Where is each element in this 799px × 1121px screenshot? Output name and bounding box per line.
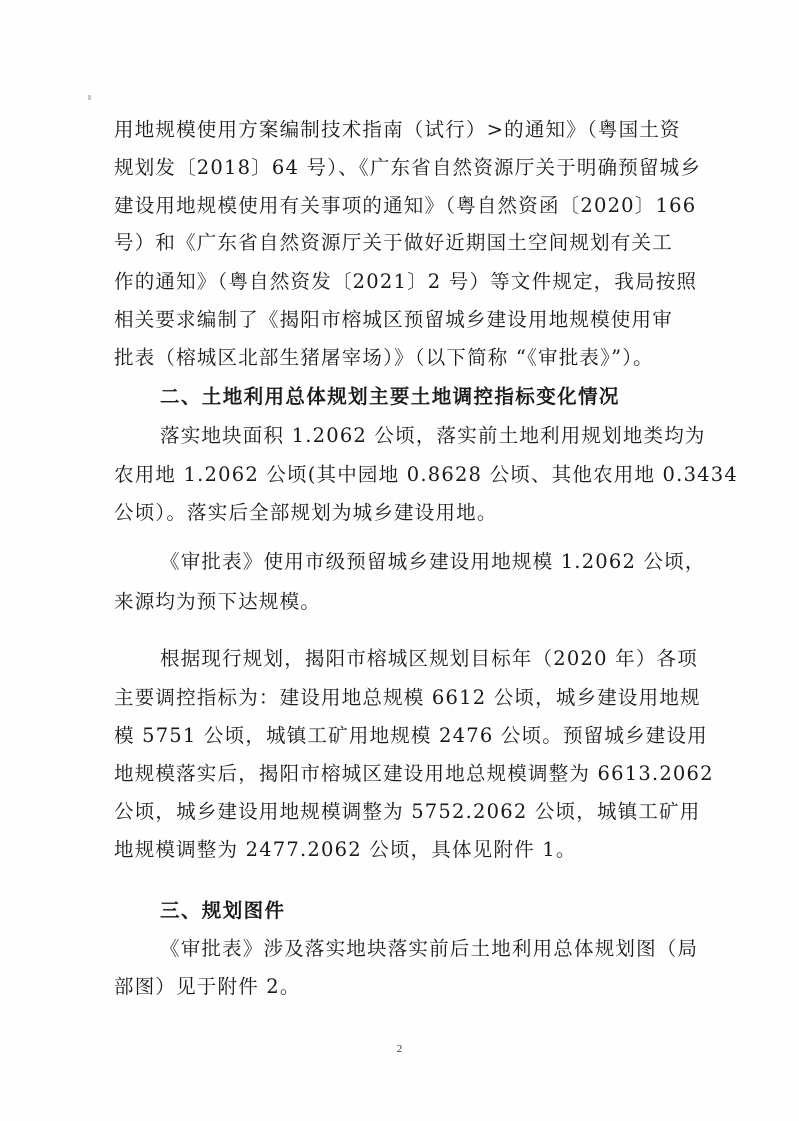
scan-artifact bbox=[88, 95, 91, 100]
text-line: 模 5751 公顷，城镇工矿用地规模 2476 公顷。预留城乡建设用 bbox=[114, 724, 708, 747]
text-line: 建设用地规模使用有关事项的通知》（粤自然资函〔2020〕166 bbox=[114, 194, 697, 217]
text-line: 公顷，城乡建设用地规模调整为 5752.2062 公顷，城镇工矿用 bbox=[114, 800, 701, 823]
text-line: 相关要求编制了《揭阳市榕城区预留城乡建设用地规模使用审 bbox=[114, 308, 673, 331]
text-line: 农用地 1.2062 公顷(其中园地 0.8628 公顷、其他农用地 0.3434 bbox=[114, 463, 738, 486]
text-line: 用地规模使用方案编制技术指南（试行）>的通知》（粤国土资 bbox=[114, 118, 681, 141]
text-line: 作的通知》（粤自然资发〔2021〕2 号）等文件规定，我局按照 bbox=[114, 270, 698, 293]
section-heading-3: 三、规划图件 bbox=[160, 899, 286, 922]
text-line: 规划发〔2018〕64 号）、《广东省自然资源厅关于明确预留城乡 bbox=[114, 156, 702, 179]
text-line: 号）和《广东省自然资源厅关于做好近期国土空间规划有关工 bbox=[114, 231, 673, 254]
page-number: 2 bbox=[396, 1043, 403, 1055]
text-line: 《审批表》使用市级预留城乡建设用地规模 1.2062 公顷， bbox=[160, 550, 706, 573]
text-line: 根据现行规划，揭阳市榕城区规划目标年（2020 年）各项 bbox=[160, 647, 698, 670]
text-line: 批表（榕城区北部生猪屠宰场）》（以下简称 “《审批表》”）。 bbox=[114, 346, 654, 369]
text-line: 主要调控指标为：建设用地总规模 6612 公顷，城乡建设用地规 bbox=[114, 686, 701, 709]
text-line: 公顷）。落实后全部规划为城乡建设用地。 bbox=[114, 501, 498, 524]
text-line: 《审批表》涉及落实地块落实前后土地利用总体规划图（局 bbox=[160, 937, 699, 960]
text-line: 地规模落实后，揭阳市榕城区建设用地总规模调整为 6613.2062 bbox=[114, 762, 714, 785]
text-line: 部图）见于附件 2。 bbox=[114, 975, 301, 998]
text-line: 地规模调整为 2477.2062 公顷，具体见附件 1。 bbox=[114, 838, 577, 861]
text-line: 落实地块面积 1.2062 公顷，落实前土地利用规划地类均为 bbox=[160, 424, 706, 447]
text-line: 来源均为预下达规模。 bbox=[114, 590, 322, 613]
section-heading-2: 二、土地利用总体规划主要土地调控指标变化情况 bbox=[160, 385, 620, 408]
